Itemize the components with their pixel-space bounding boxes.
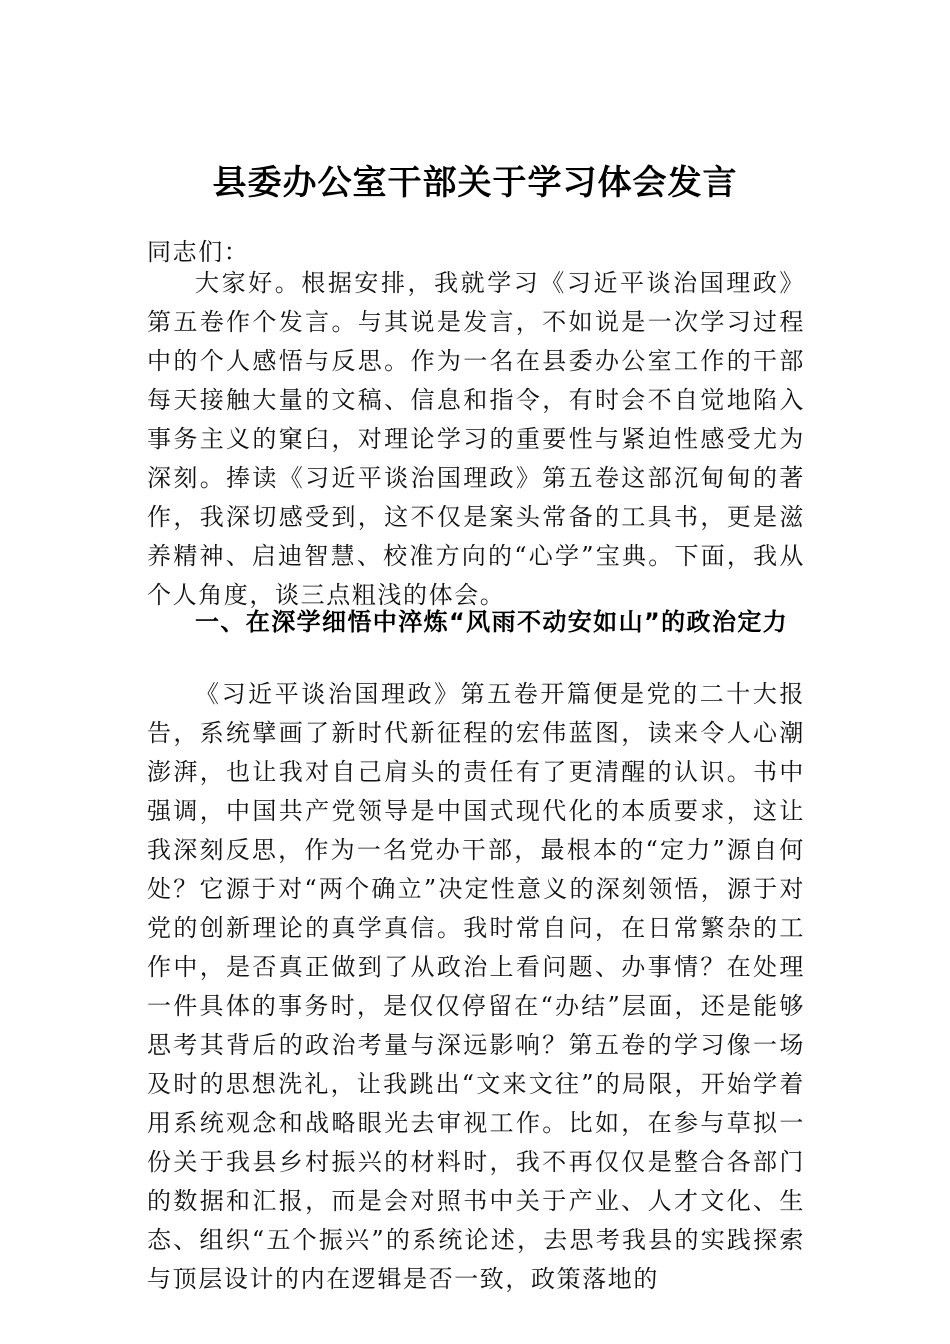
document-title: 县委办公室干部关于学习体会发言	[212, 163, 738, 203]
salutation: 同志们：	[147, 238, 250, 266]
paragraph-section-1: 《习近平谈治国理政》第五卷开篇便是党的二十大报告，系统擘画了新时代新征程的宏伟蓝图，读来令人心潮澎湃，也让我对自己肩头的责任有了更清醒的认识。书中强调，中国共产党领导是中国式现代化的本质要求，这让我深刻反思，作为一名党办干部，最根本的“定力”源自何处？它源于对“两个确立”决定性意义的深刻领悟，源于对党的创新理论的真学真信。我时常自问，在日常繁杂的工作中，是否真正做到了从政治上看问题、办事情？在处理一件具体的事务时，是仅仅停留在“办结”层面，还是能够思考其背后的政治考量与深远影响？第五卷的学习像一场及时的思想洗礼，让我跳出“文来文往”的局限，开始学着用系统观念和战略眼光去审视工作。比如，在参与草拟一份关于我县乡村振兴的材料时，我不再仅仅是整合各部门的数据和汇报，而是会对照书中关于产业、人才文化、生态、组织“五个振兴”的系统论述，去思考我县的实践探索与顶层设计的内在逻辑是否一致，政策落地的	[147, 680, 805, 1293]
section-heading-1: 一、在深学细悟中淬炼“风雨不动安如山”的政治定力	[195, 608, 789, 636]
paragraph-intro: 大家好。根据安排，我就学习《习近平谈治国理政》第五卷作个发言。与其说是发言，不如说是一次学习过程中的个人感悟与反思。作为一名在县委办公室工作的干部每天接触大量的文稿、信息和指令，有时会不自觉地陷入事务主义的窠臼，对理论学习的重要性与紧迫性感受尤为深刻。捧读《习近平谈治国理政》第五卷这部沉甸甸的著作，我深切感受到，这不仅是案头常备的工具书，更是滋养精神、启迪智慧、校准方向的“心学”宝典。下面，我从个人角度，谈三点粗浅的体会。	[147, 269, 805, 609]
